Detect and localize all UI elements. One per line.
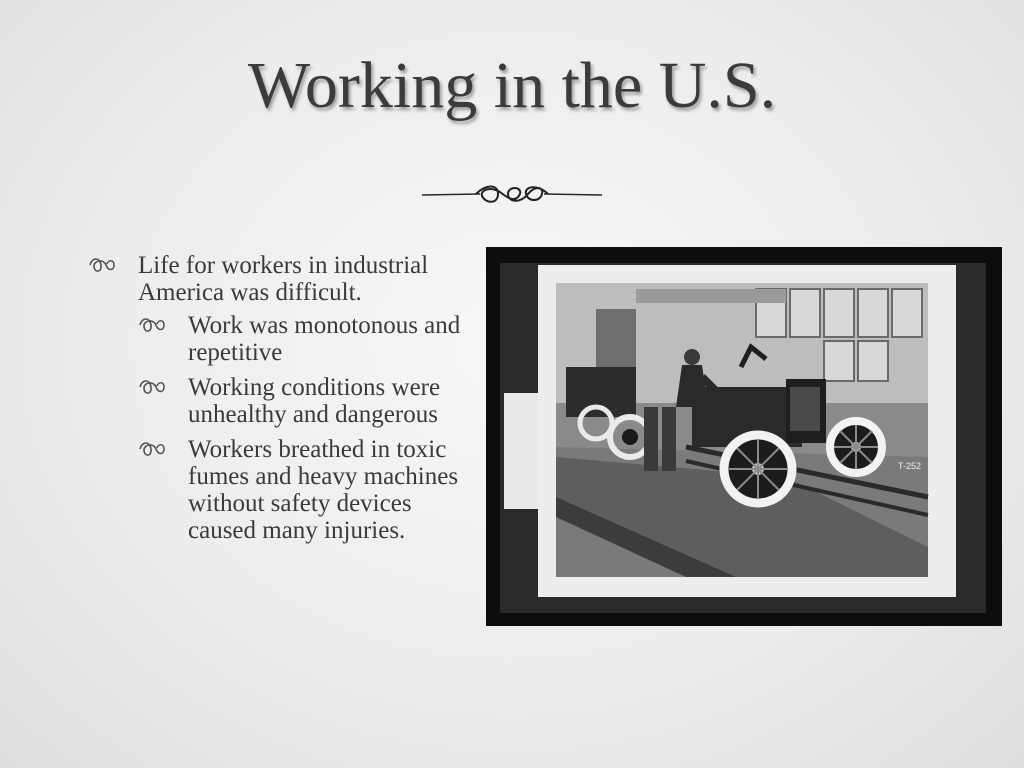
sub-bullet-text: Work was monotonous and repetitive: [188, 312, 461, 366]
knot-bullet-icon: [88, 255, 116, 275]
bullet-text: Life for workers in industrial America was difficult.: [138, 252, 429, 306]
sub-bullet-text: Working conditions were unhealthy and dangerous: [188, 374, 441, 428]
bullet-list: [88, 252, 478, 552]
photo-caption-label: T-252: [898, 461, 922, 471]
sub-bullet-item: [138, 374, 478, 428]
slide-title: Working in the U.S.: [247, 49, 777, 122]
knot-bullet-icon: [138, 377, 166, 397]
sub-bullet-list: [138, 312, 478, 544]
knot-bullet-icon: [138, 315, 166, 335]
sub-bullet-item: [138, 436, 478, 544]
sub-bullet-text: Workers breathed in toxic fumes and heavy machines without safety devices caused many injuries.: [188, 436, 459, 544]
bullet-item: [88, 252, 478, 544]
knot-bullet-icon: [138, 439, 166, 459]
flourish-divider-icon: [420, 180, 604, 210]
photo-image: [486, 247, 1002, 626]
sub-bullet-item: [138, 312, 478, 366]
assembly-line-photo: [486, 247, 1002, 626]
